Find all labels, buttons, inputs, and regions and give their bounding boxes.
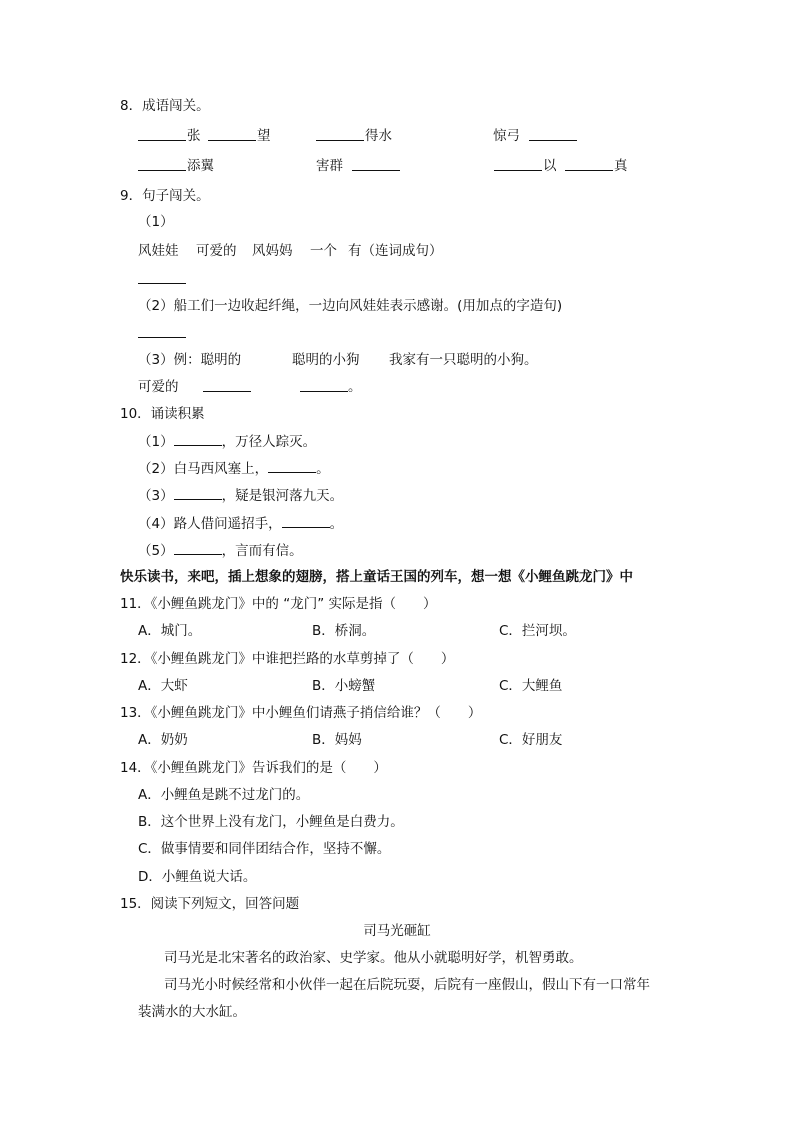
- q14-option-d[interactable]: D．小鲤鱼说大话。: [138, 869, 257, 885]
- q8-blank-1[interactable]: [138, 127, 186, 146]
- q11-option-a[interactable]: A．城门。: [138, 623, 202, 639]
- q11-stem: 11．《小鲤鱼跳龙门》中的 “龙门” 实际是指（ ）: [120, 596, 437, 612]
- q10-item-5-post: ，言而有信。: [221, 543, 303, 559]
- q8-word-7: 以: [543, 158, 557, 174]
- q8-word-1: 张: [187, 128, 201, 144]
- q11-option-c[interactable]: C．拦河坝。: [499, 623, 576, 639]
- q8-blank-4[interactable]: [529, 127, 577, 146]
- q13-stem: 13．《小鲤鱼跳龙门》中小鲤鱼们请燕子捎信给谁？（ ）: [120, 705, 482, 721]
- q13-option-b[interactable]: B．妈妈: [312, 732, 362, 748]
- q12-option-b[interactable]: B．小螃蟹: [312, 678, 376, 694]
- q9-heading: 9．句子闯关。: [120, 188, 210, 204]
- q9-part1-label: （1）: [138, 214, 174, 230]
- q15-heading: 15．阅读下列短文，回答问题: [120, 896, 300, 912]
- q10-item-2-post: 。: [316, 461, 330, 477]
- q8-word-3: 得水: [365, 128, 392, 144]
- q8-blank-7[interactable]: [494, 157, 542, 176]
- q8-word-8: 真: [614, 158, 628, 174]
- q9-part2-text: （2）船工们一边收起纤绳，一边向风娃娃表示感谢。(用加点的字造句): [138, 298, 563, 314]
- section-intro: 快乐读书，来吧，插上想象的翅膀，搭上童话王国的列车，想一想《小鲤鱼跳龙门》中: [120, 569, 633, 585]
- q8-blank-8[interactable]: [565, 157, 613, 176]
- q8-word-4: 惊弓: [493, 128, 520, 144]
- q12-option-a[interactable]: A．大虾: [138, 678, 188, 694]
- q8-blank-5[interactable]: [138, 157, 186, 176]
- passage-title: 司马光砸缸: [363, 923, 431, 939]
- q8-word-2: 望: [257, 128, 271, 144]
- q13-option-c[interactable]: C．好朋友: [499, 732, 563, 748]
- q10-item-4: [138, 514, 343, 533]
- q11-option-b[interactable]: B．桥洞。: [312, 623, 376, 639]
- q9-part3-word: 可爱的: [138, 379, 179, 395]
- q10-blank-1[interactable]: [174, 432, 222, 446]
- q14-option-b[interactable]: B．这个世界上没有龙门，小鲤鱼是白费力。: [138, 814, 404, 830]
- q13-option-a[interactable]: A．奶奶: [138, 732, 188, 748]
- q10-blank-2[interactable]: [268, 459, 316, 473]
- q9-word-4: 一个: [310, 243, 337, 259]
- q10-item-4-post: 。: [329, 516, 344, 532]
- q9-blank-2[interactable]: [138, 324, 186, 343]
- q9-blank-1[interactable]: [138, 270, 186, 289]
- q9-word-1: 风娃娃: [138, 243, 179, 259]
- q8-blank-3[interactable]: [316, 127, 364, 146]
- q8-word-6: 害群: [316, 158, 343, 174]
- passage-paragraph-2: 司马光小时候经常和小伙伴一起在后院玩耍，后院有一座假山，假山下有一口常年: [164, 977, 650, 993]
- q10-item-2-pre: （2）白马西风塞上，: [138, 461, 269, 477]
- q10-item-1: [138, 432, 316, 451]
- q9-part3-label: （3）例：聪明的: [138, 352, 242, 368]
- q9-word-2: 可爱的: [196, 243, 237, 259]
- q12-option-c[interactable]: C．大鲤鱼: [499, 678, 563, 694]
- q14-stem: 14．《小鲤鱼跳龙门》告诉我们的是（ ）: [120, 760, 387, 776]
- q8-word-5: 添翼: [187, 158, 214, 174]
- q10-item-4-pre: （4）路人借问遥招手，: [138, 516, 282, 532]
- q14-option-a[interactable]: A．小鲤鱼是跳不过龙门的。: [138, 787, 310, 803]
- q9-blank-3[interactable]: [203, 378, 251, 397]
- q10-item-5-pre: （5）: [138, 543, 174, 559]
- q10-blank-5[interactable]: [174, 541, 222, 555]
- q9-word-5: 有（连词成句）: [348, 243, 443, 259]
- q9-part3-example: 聪明的小狗: [292, 352, 360, 368]
- q10-item-3: [138, 486, 343, 505]
- q8-blank-6[interactable]: [352, 157, 400, 176]
- q9-part3-period: 。: [348, 379, 362, 395]
- q9-part3-sentence: 我家有一只聪明的小狗。: [389, 352, 538, 368]
- q10-blank-3[interactable]: [174, 486, 222, 500]
- q10-item-3-pre: （3）: [138, 488, 174, 504]
- passage-paragraph-2-cont: 装满水的大水缸。: [138, 1004, 246, 1020]
- q10-item-1-post: ，万径人踪灭。: [221, 434, 317, 450]
- q14-option-c[interactable]: C．做事情要和同伴团结合作，坚持不懈。: [138, 841, 391, 857]
- q10-item-2: [138, 459, 330, 478]
- q9-word-3: 风妈妈: [252, 243, 293, 259]
- q8-blank-2[interactable]: [208, 127, 256, 146]
- passage-paragraph-1: 司马光是北宋著名的政治家、史学家。他从小就聪明好学，机智勇敢。: [164, 950, 583, 966]
- q9-blank-4[interactable]: [300, 378, 348, 397]
- q10-blank-4[interactable]: [282, 514, 330, 528]
- q10-item-3-post: ，疑是银河落九天。: [221, 488, 344, 504]
- q10-item-5: [138, 541, 303, 560]
- q12-stem: 12．《小鲤鱼跳龙门》中谁把拦路的水草剪掉了（ ）: [120, 651, 455, 667]
- q8-heading: 8．成语闯关。: [120, 98, 210, 114]
- q10-heading: 10．诵读积累: [120, 406, 205, 422]
- q10-item-1-pre: （1）: [138, 434, 174, 450]
